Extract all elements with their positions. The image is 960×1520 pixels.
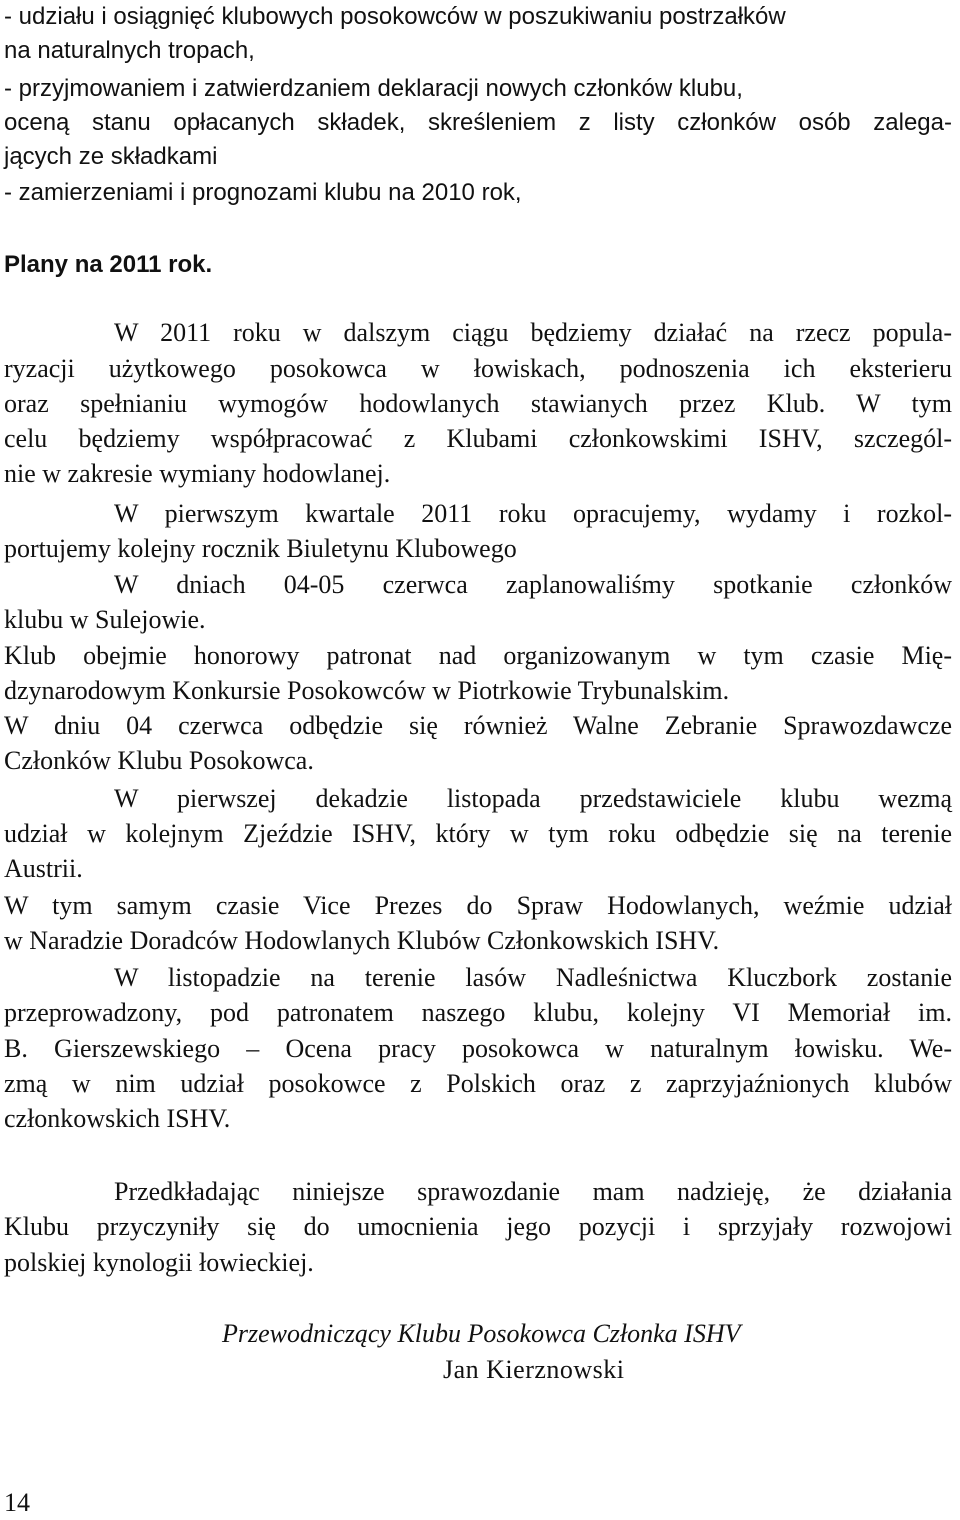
body-line: W listopadzie na terenie lasów Nadleśnictwa Kluczbork zostanie <box>114 963 952 992</box>
body-line: w Naradzie Doradców Hodowlanych Klubów Członkowskich ISHV. <box>4 926 720 955</box>
body-line: portujemy kolejny rocznik Biuletynu Klubowego <box>4 534 517 563</box>
signature-name: Jan Kierznowski <box>443 1355 625 1384</box>
body-line: celu będziemy współpracować z Klubami członkowskimi ISHV, szczegól- <box>4 424 952 453</box>
body-line: zmą w nim udział posokowce z Polskich oraz z zaprzyjaźnionych klubów <box>4 1069 952 1098</box>
signature-title: Przewodniczący Klubu Posokowca Członka ISHV <box>222 1319 741 1348</box>
closing-line: Klubu przyczyniły się do umocnienia jego pozycji i sprzyjały rozwojowi <box>4 1212 952 1241</box>
body-line: nie w zakresie wymiany hodowlanej. <box>4 459 391 488</box>
body-line: W 2011 roku w dalszym ciągu będziemy działać na rzecz popula- <box>114 318 952 347</box>
list-line: jących ze składkami <box>4 143 218 170</box>
body-line: W dniu 04 czerwca odbędzie się również Walne Zebranie Sprawozdawcze <box>4 711 952 740</box>
body-line: klubu w Sulejowie. <box>4 605 206 634</box>
closing-line: Przedkładając niniejsze sprawozdanie mam nadzieję, że działania <box>114 1177 952 1206</box>
body-line: dzynarodowym Konkursie Posokowców w Piotrkowie Trybunalskim. <box>4 676 730 705</box>
body-line: ryzacji użytkowego posokowca w łowiskach, podnoszenia ich eksterieru <box>4 354 952 383</box>
body-line: W pierwszej dekadzie listopada przedstawiciele klubu wezmą <box>114 784 952 813</box>
body-line: W tym samym czasie Vice Prezes do Spraw Hodowlanych, weźmie udział <box>4 891 952 920</box>
list-line: na naturalnych tropach, <box>4 37 255 64</box>
body-line: oraz spełnianiu wymogów hodowlanych stawianych przez Klub. W tym <box>4 389 952 418</box>
list-line: - zamierzeniami i prognozami klubu na 2010 rok, <box>4 179 522 206</box>
body-line: Austrii. <box>4 854 83 883</box>
list-line: - przyjmowaniem i zatwierdzaniem deklaracji nowych członków klubu, <box>4 75 743 102</box>
body-line: W pierwszym kwartale 2011 roku opracujemy, wydamy i rozkol- <box>114 499 952 528</box>
body-line: Klub obejmie honorowy patronat nad organizowanym w tym czasie Mię- <box>4 641 952 670</box>
list-line: - udziału i osiągnięć klubowych posokowców w poszukiwaniu postrzałków <box>4 3 786 30</box>
page-number: 14 <box>4 1488 30 1517</box>
body-line: członkowskich ISHV. <box>4 1104 231 1133</box>
section-heading: Plany na 2011 rok. <box>4 251 213 278</box>
list-line: oceną stanu opłacanych składek, skreśleniem z listy członków osób zalega- <box>4 109 952 136</box>
body-line: B. Gierszewskiego – Ocena pracy posokowca w naturalnym łowisku. We- <box>4 1034 952 1063</box>
body-line: Członków Klubu Posokowca. <box>4 746 314 775</box>
body-line: przeprowadzony, pod patronatem naszego klubu, kolejny VI Memoriał im. <box>4 998 952 1027</box>
body-line: W dniach 04-05 czerwca zaplanowaliśmy spotkanie członków <box>114 570 952 599</box>
body-line: udział w kolejnym Zjeździe ISHV, który w tym roku odbędzie się na terenie <box>4 819 952 848</box>
closing-line: polskiej kynologii łowieckiej. <box>4 1248 314 1277</box>
